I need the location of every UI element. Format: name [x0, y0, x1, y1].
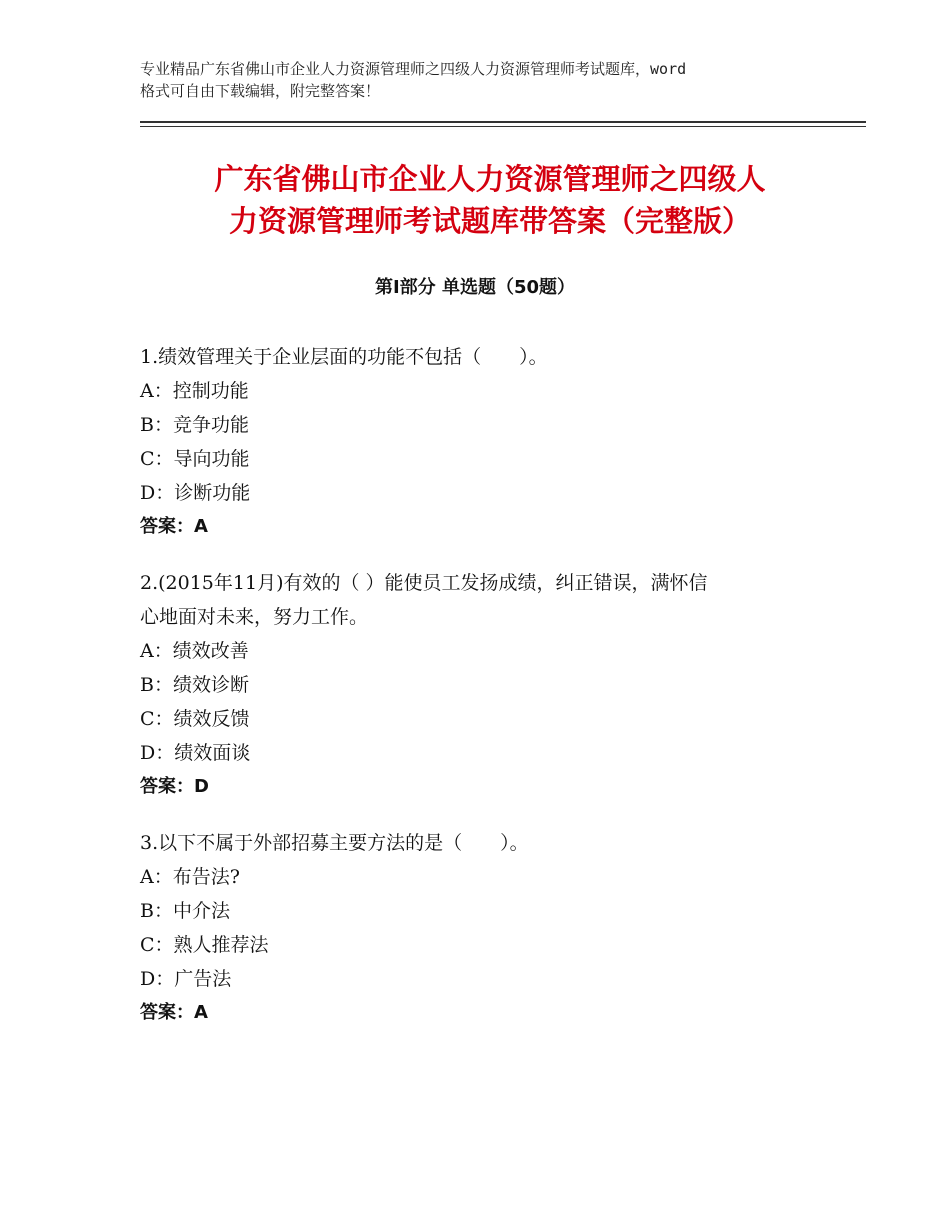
question-stem: 2.(2015年11月)有效的（ ）能使员工发扬成绩，纠正错误，满怀信	[140, 572, 708, 594]
header-divider-thin	[140, 126, 866, 127]
document-title	[145, 158, 835, 242]
answer: 答案：A	[140, 516, 208, 537]
question-stem: 1.绩效管理关于企业层面的功能不包括（ ）。	[140, 346, 548, 368]
option-c: C：绩效反馈	[140, 708, 250, 730]
header-divider-thick	[140, 121, 866, 123]
option-a: A：布告法?	[140, 866, 240, 888]
section-heading: 第Ⅰ部分 单选题（50题）	[374, 277, 575, 298]
answer: 答案：D	[140, 776, 209, 797]
question-3	[140, 826, 810, 1030]
document-title-line-2: 力资源管理师考试题库带答案（完整版）	[228, 204, 751, 238]
header-note-line-2: 格式可自由下载编辑，附完整答案！	[140, 82, 381, 100]
option-a: A：绩效改善	[140, 640, 249, 662]
question-list	[140, 340, 810, 1052]
option-c: C：熟人推荐法	[140, 934, 269, 956]
header-note-line-1: 专业精品广东省佛山市企业人力资源管理师之四级人力资源管理师考试题库，word	[140, 60, 687, 78]
question-1	[140, 340, 810, 544]
question-2	[140, 566, 810, 804]
option-c: C：导向功能	[140, 448, 250, 470]
option-b: B：中介法	[140, 900, 230, 922]
option-b: B：绩效诊断	[140, 674, 249, 696]
option-b: B：竞争功能	[140, 414, 249, 436]
question-stem: 3.以下不属于外部招募主要方法的是（ ）。	[140, 832, 529, 854]
document-title-line-1: 广东省佛山市企业人力资源管理师之四级人	[214, 162, 766, 196]
answer: 答案：A	[140, 1002, 208, 1023]
option-d: D：广告法	[140, 968, 232, 990]
question-stem-continued: 心地面对未来，努力工作。	[140, 606, 369, 628]
option-a: A：控制功能	[140, 380, 249, 402]
option-d: D：诊断功能	[140, 482, 251, 504]
option-d: D：绩效面谈	[140, 742, 251, 764]
header-note	[140, 58, 830, 102]
